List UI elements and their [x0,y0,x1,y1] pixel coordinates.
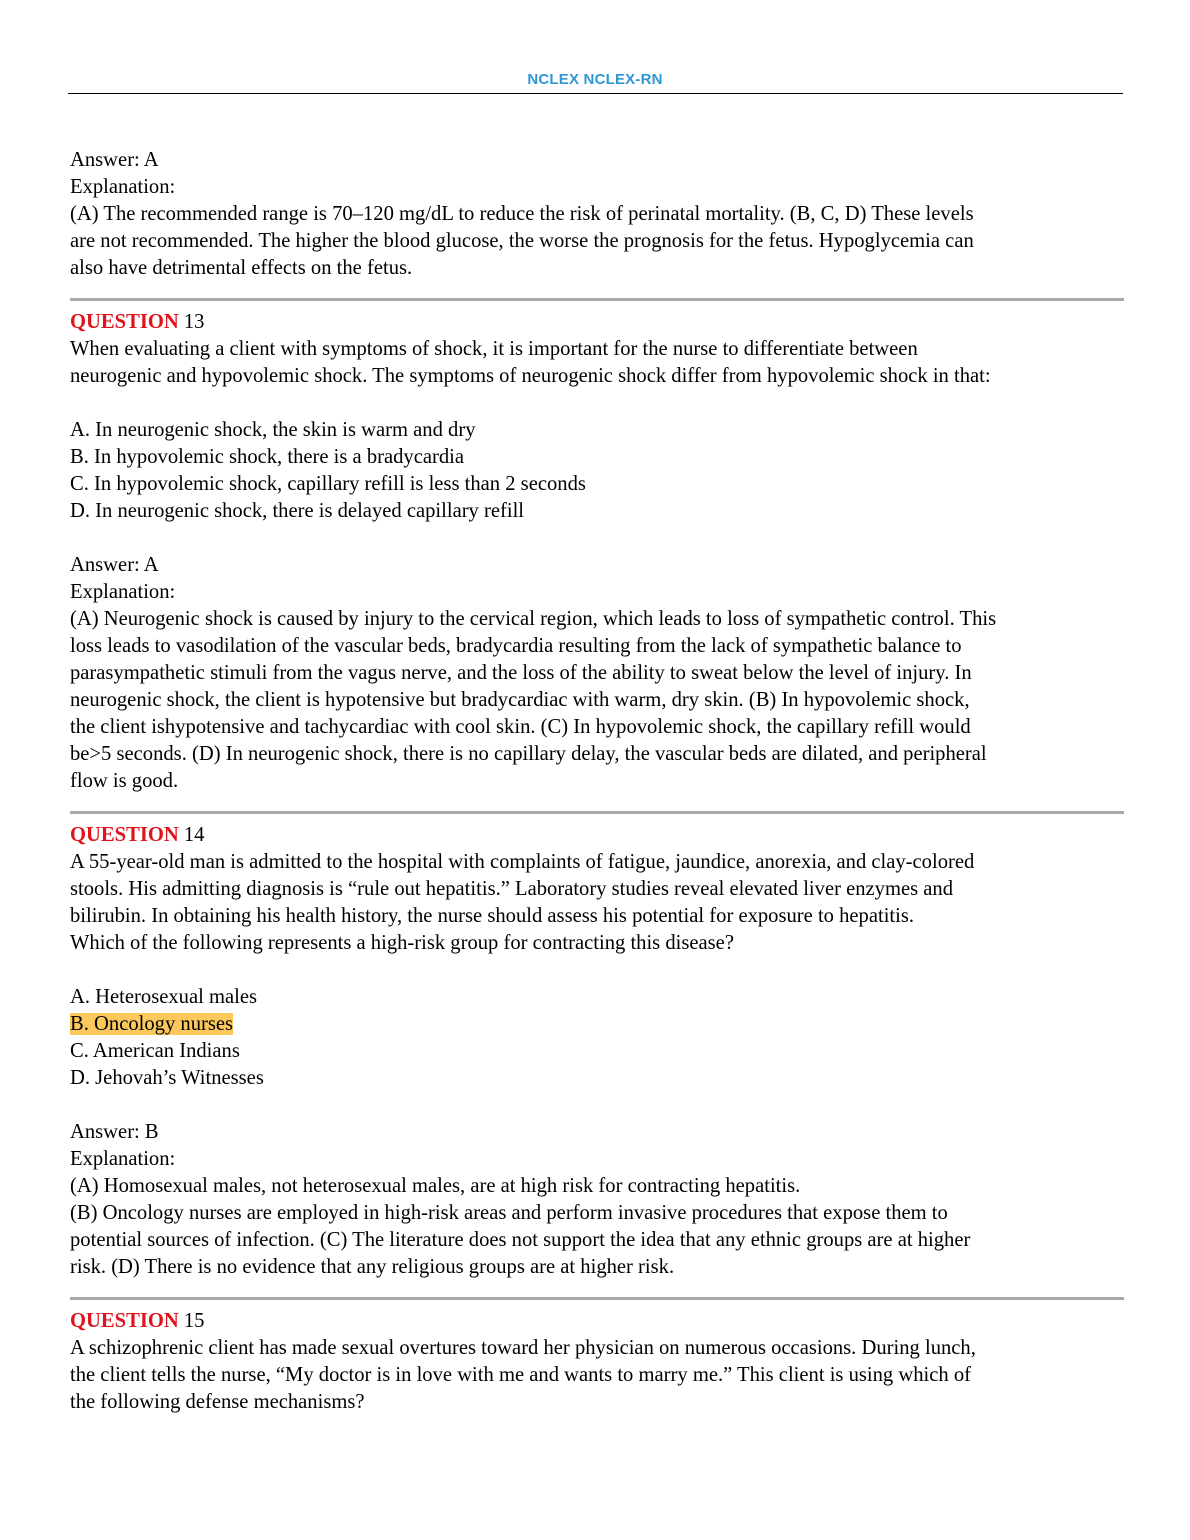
question-label: QUESTION [70,824,179,846]
option-c: C. American Indians [70,1040,240,1062]
answer-line: Answer: A [70,554,159,576]
answer-line: Answer: B [70,1121,159,1143]
document-content [70,147,1124,1416]
question-stem-line: A schizophrenic client has made sexual overtures toward her physician on numerous occasions. During lunch, [70,1337,976,1359]
question-stem-line: bilirubin. In obtaining his health history, the nurse should assess his potential for exposure to hepatitis. [70,905,915,927]
option-b-highlighted [70,1011,1124,1038]
question-separator [70,811,1124,814]
question-separator [70,298,1124,301]
question-14-block [70,822,1124,1281]
option-d: D. In neurogenic shock, there is delayed capillary refill [70,500,525,522]
explanation-line: neurogenic shock, the client is hypotensive but bradycardiac with warm, dry skin. (B) In hypovolemic shock, [70,689,970,711]
question-separator [70,1297,1124,1300]
option-b: B. In hypovolemic shock, there is a bradycardia [70,446,465,468]
prev-answer-block [70,147,1124,282]
question-number: 15 [178,1310,205,1332]
header-title: NCLEX NCLEX-RN [527,71,663,88]
question-stem-line: A 55-year-old man is admitted to the hospital with complaints of fatigue, jaundice, anorexia, and clay-colored [70,851,975,873]
question-number: 14 [178,824,205,846]
explanation-line: also have detrimental effects on the fetus. [70,257,413,279]
explanation-line: the client ishypotensive and tachycardiac with cool skin. (C) In hypovolemic shock, the capillary refill would [70,716,971,738]
question-stem-line: stools. His admitting diagnosis is “rule out hepatitis.” Laboratory studies reveal elevated liver enzymes and [70,878,954,900]
question-stem-line: neurogenic and hypovolemic shock. The symptoms of neurogenic shock differ from hypovolemic shock in that: [70,365,991,387]
question-15-block [70,1308,1124,1416]
explanation-label: Explanation: [70,1148,176,1170]
explanation-line: (A) Homosexual males, not heterosexual males, are at high risk for contracting hepatitis. [70,1175,801,1197]
question-heading [70,1308,1124,1335]
explanation-line: loss leads to vasodilation of the vascular beds, bradycardia resulting from the lack of sympathetic balance to [70,635,962,657]
question-heading [70,309,1124,336]
answer-line: Answer: A [70,149,159,171]
explanation-line: risk. (D) There is no evidence that any religious groups are at higher risk. [70,1256,675,1278]
explanation-label: Explanation: [70,581,176,603]
question-heading [70,822,1124,849]
option-a: A. Heterosexual males [70,986,257,1008]
question-stem-line: Which of the following represents a high-risk group for contracting this disease? [70,932,734,954]
option-d: D. Jehovah’s Witnesses [70,1067,264,1089]
question-stem-line: When evaluating a client with symptoms of shock, it is important for the nurse to differentiate between [70,338,918,360]
question-label: QUESTION [70,311,179,333]
explanation-line: (A) The recommended range is 70–120 mg/dL to reduce the risk of perinatal mortality. (B, C, D) These levels [70,203,974,225]
explanation-line: (B) Oncology nurses are employed in high-risk areas and perform invasive procedures that expose them to [70,1202,948,1224]
option-a: A. In neurogenic shock, the skin is warm and dry [70,419,476,441]
highlighted-option-text: B. Oncology nurses [70,1013,234,1035]
question-stem-line: the following defense mechanisms? [70,1391,365,1413]
explanation-line: potential sources of infection. (C) The literature does not support the idea that any ethnic groups are at higher [70,1229,971,1251]
question-number: 13 [178,311,205,333]
explanation-line: be>5 seconds. (D) In neurogenic shock, there is no capillary delay, the vascular beds are dilated, and peripheral [70,743,987,765]
explanation-label: Explanation: [70,176,176,198]
explanation-line: parasympathetic stimuli from the vagus nerve, and the loss of the ability to sweat below the level of injury. In [70,662,972,684]
option-c: C. In hypovolemic shock, capillary refill is less than 2 seconds [70,473,586,495]
explanation-line: are not recommended. The higher the blood glucose, the worse the prognosis for the fetus. Hypoglycemia can [70,230,974,252]
explanation-line: (A) Neurogenic shock is caused by injury to the cervical region, which leads to loss of sympathetic control. This [70,608,997,630]
header-rule [68,93,1123,94]
question-label: QUESTION [70,1310,179,1332]
question-stem-line: the client tells the nurse, “My doctor is in love with me and wants to marry me.” This client is using which of [70,1364,971,1386]
explanation-line: flow is good. [70,770,179,792]
question-13-block [70,309,1124,795]
